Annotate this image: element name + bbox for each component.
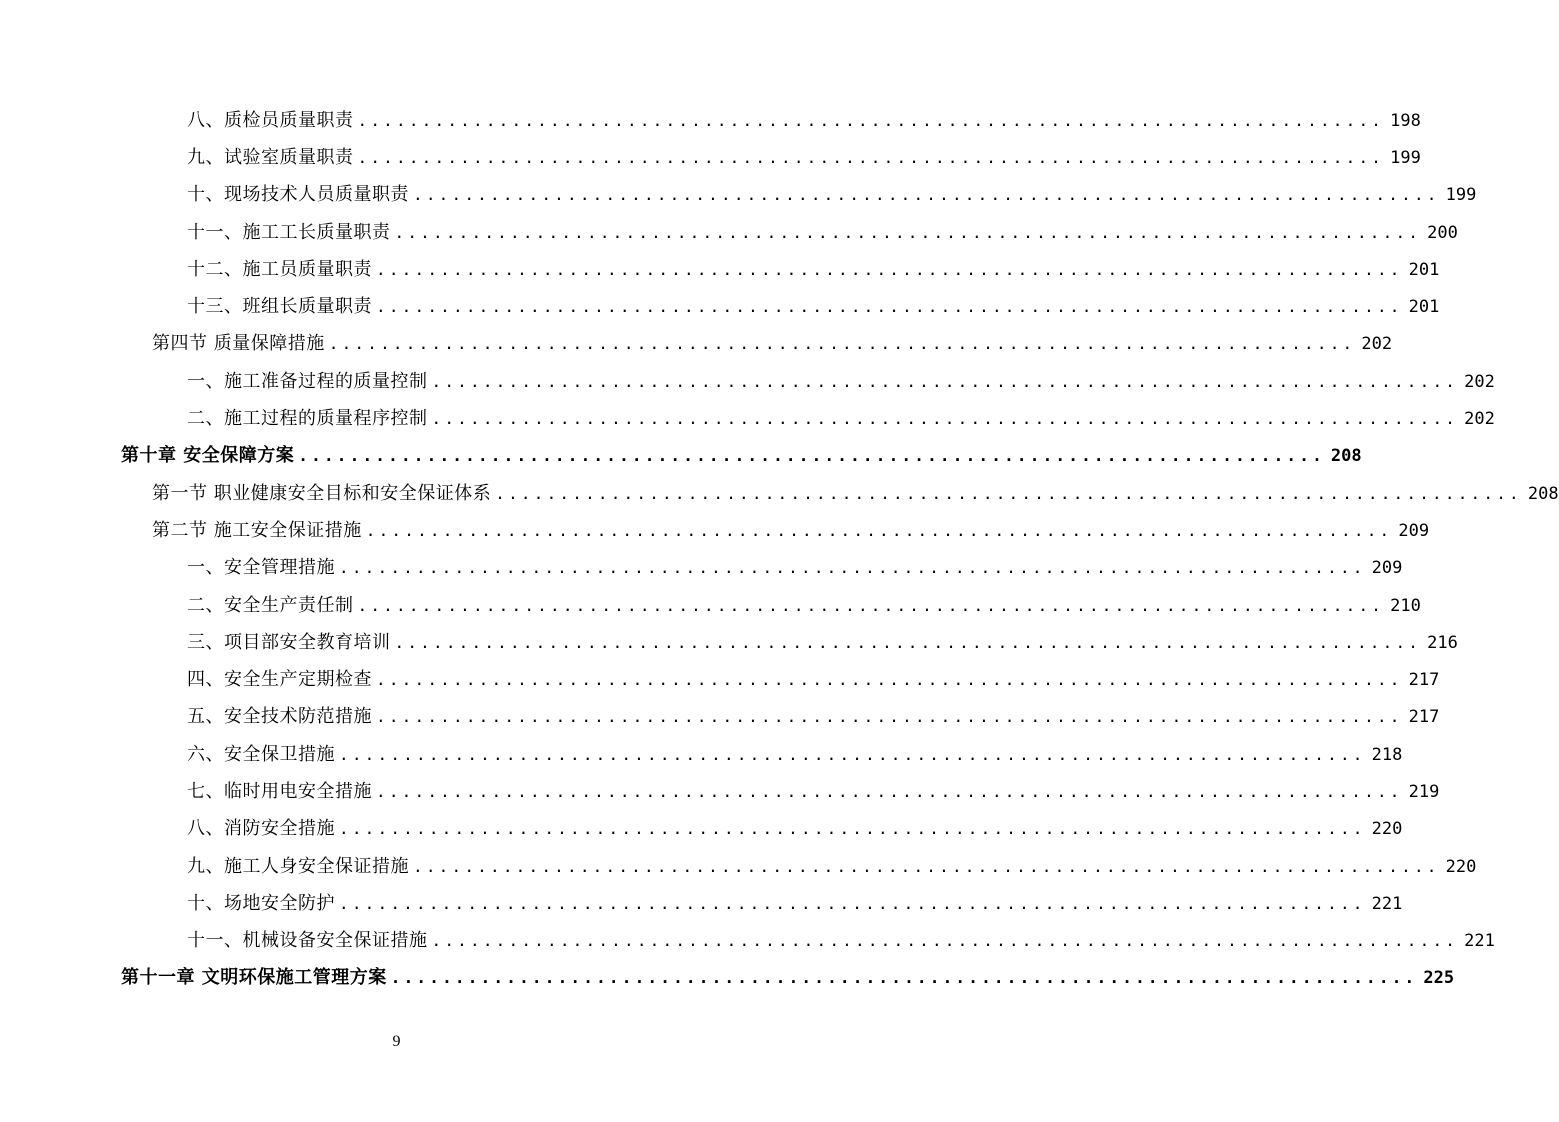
toc-entry-page: 202 — [1361, 334, 1393, 355]
toc-dot-leader: ................................................................................ — [413, 185, 1440, 205]
toc-dot-leader: ................................................................................ — [365, 520, 1393, 540]
toc-section-entry[interactable] — [0, 324, 1393, 361]
toc-entry-title: 七、临时用电安全措施 — [187, 780, 372, 802]
toc-dot-leader: ................................................................................ — [390, 968, 1418, 988]
toc-entry-page: 202 — [1464, 409, 1495, 430]
toc-entry-page: 219 — [1408, 781, 1440, 802]
toc-item-entry[interactable] — [0, 734, 1403, 771]
toc-item-entry[interactable] — [0, 249, 1440, 286]
toc-dot-leader: ................................................................................ — [339, 893, 1366, 913]
toc-entry-title: 五、安全技术防范措施 — [187, 706, 372, 728]
toc-item-entry[interactable] — [0, 548, 1403, 585]
toc-item-entry[interactable] — [0, 212, 1458, 249]
toc-item-entry[interactable] — [0, 137, 1421, 174]
toc-dot-leader: ................................................................................ — [394, 222, 1422, 242]
toc-item-entry[interactable] — [0, 398, 1495, 435]
toc-dot-leader: ................................................................................ — [431, 409, 1459, 429]
toc-entry-title: 十、现场技术人员质量职责 — [187, 184, 409, 206]
toc-chapter-entry[interactable] — [0, 436, 1362, 473]
toc-entry-page: 221 — [1464, 931, 1495, 952]
toc-entry-title: 十一、机械设备安全保证措施 — [187, 930, 428, 952]
toc-entry-page: 200 — [1427, 222, 1458, 243]
toc-entry-page: 220 — [1445, 856, 1477, 877]
toc-entry-title: 八、消防安全措施 — [187, 818, 335, 840]
toc-dot-leader: ................................................................................ — [298, 446, 1325, 466]
toc-entry-page: 201 — [1408, 259, 1440, 280]
toc-entry-page: 209 — [1398, 520, 1430, 541]
toc-dot-leader: ................................................................................ — [394, 632, 1422, 652]
toc-dot-leader: ................................................................................ — [339, 558, 1366, 578]
toc-entry-title: 第十章 安全保障方案 — [121, 445, 295, 467]
toc-item-entry[interactable] — [0, 175, 1477, 212]
toc-entry-page: 208 — [1527, 483, 1559, 504]
toc-dot-leader: ................................................................................ — [376, 297, 1403, 317]
toc-item-entry[interactable] — [0, 921, 1495, 958]
toc-chapter-entry[interactable] — [0, 958, 1455, 995]
toc-entry-page: 218 — [1371, 744, 1403, 765]
toc-entry-title: 八、质检员质量职责 — [187, 109, 354, 131]
toc-item-entry[interactable] — [0, 585, 1421, 622]
toc-dot-leader: ................................................................................ — [357, 110, 1385, 130]
toc-dot-leader: ................................................................................ — [357, 595, 1385, 615]
toc-entry-title: 十、场地安全防护 — [187, 892, 335, 914]
toc-entry-page: 217 — [1408, 670, 1440, 691]
toc-item-entry[interactable] — [0, 286, 1440, 323]
toc-item-entry[interactable] — [0, 622, 1458, 659]
toc-entry-title: 九、施工人身安全保证措施 — [187, 855, 409, 877]
toc-item-entry[interactable] — [0, 809, 1403, 846]
toc-entry-title: 一、施工准备过程的质量控制 — [187, 370, 428, 392]
toc-item-entry[interactable] — [0, 697, 1440, 734]
toc-dot-leader: ................................................................................ — [376, 707, 1403, 727]
toc-dot-leader: ................................................................................ — [376, 259, 1403, 279]
toc-item-entry[interactable] — [0, 361, 1495, 398]
toc-entry-title: 二、施工过程的质量程序控制 — [187, 408, 428, 430]
toc-entry-page: 221 — [1371, 893, 1403, 914]
toc-entry-page: 210 — [1390, 595, 1421, 616]
toc-entry-title: 一、安全管理措施 — [187, 557, 335, 579]
toc-section-entry[interactable] — [0, 510, 1430, 547]
toc-entry-page: 220 — [1371, 819, 1403, 840]
toc-dot-leader: ................................................................................ — [413, 856, 1440, 876]
toc-entry-title: 四、安全生产定期检查 — [187, 669, 372, 691]
toc-entry-page: 201 — [1408, 297, 1440, 318]
toc-item-entry[interactable] — [0, 659, 1440, 696]
toc-item-entry[interactable] — [0, 100, 1421, 137]
toc-entry-page: 216 — [1427, 632, 1458, 653]
toc-item-entry[interactable] — [0, 846, 1477, 883]
toc-entry-page: 208 — [1330, 446, 1362, 467]
toc-entry-title: 二、安全生产责任制 — [187, 594, 354, 616]
toc-entry-title: 第二节 施工安全保证措施 — [152, 519, 362, 541]
toc-entry-page: 199 — [1390, 147, 1421, 168]
toc-section-entry[interactable] — [0, 473, 1559, 510]
toc-entry-title: 第一节 职业健康安全目标和安全保证体系 — [152, 482, 492, 504]
toc-entry-title: 第十一章 文明环保施工管理方案 — [121, 967, 387, 989]
page-number: 9 — [392, 1033, 401, 1050]
toc-dot-leader: ................................................................................ — [339, 819, 1366, 839]
toc-entry-page: 225 — [1423, 968, 1455, 989]
toc-entry-title: 十一、施工工长质量职责 — [187, 221, 391, 243]
table-of-contents — [0, 100, 1559, 995]
toc-entry-page: 217 — [1408, 707, 1440, 728]
toc-dot-leader: ................................................................................ — [328, 334, 1356, 354]
toc-entry-title: 六、安全保卫措施 — [187, 743, 335, 765]
toc-dot-leader: ................................................................................ — [431, 371, 1459, 391]
toc-entry-title: 三、项目部安全教育培训 — [187, 631, 391, 653]
toc-dot-leader: ................................................................................ — [376, 670, 1403, 690]
toc-entry-title: 十二、施工员质量职责 — [187, 258, 372, 280]
toc-dot-leader: ................................................................................ — [339, 744, 1366, 764]
toc-entry-page: 202 — [1464, 371, 1495, 392]
toc-dot-leader: ................................................................................ — [431, 931, 1459, 951]
toc-entry-title: 十三、班组长质量职责 — [187, 296, 372, 318]
toc-entry-title: 第四节 质量保障措施 — [152, 333, 325, 355]
toc-entry-title: 九、试验室质量职责 — [187, 146, 354, 168]
toc-item-entry[interactable] — [0, 883, 1403, 920]
toc-entry-page: 199 — [1445, 185, 1477, 206]
toc-entry-page: 209 — [1371, 558, 1403, 579]
toc-dot-leader: ................................................................................ — [495, 483, 1522, 503]
toc-entry-page: 198 — [1390, 110, 1421, 131]
toc-dot-leader: ................................................................................ — [376, 781, 1403, 801]
toc-item-entry[interactable] — [0, 771, 1440, 808]
toc-dot-leader: ................................................................................ — [357, 147, 1385, 167]
